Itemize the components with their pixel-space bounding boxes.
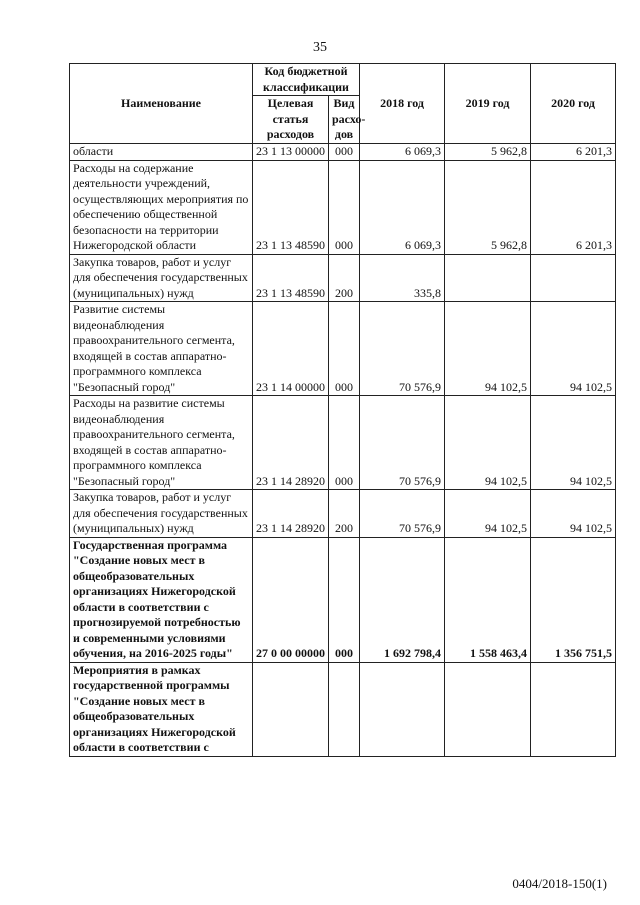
row-name: Мероприятия в рамках государственной программы "Создание новых мест в общеобразовательных организациях Нижегородской области в соответствии с <box>70 662 253 756</box>
row-value-2020: 94 102,5 <box>531 396 616 490</box>
table-row <box>70 537 616 662</box>
row-value-2019 <box>445 662 531 756</box>
row-target-article: 23 1 14 00000 <box>253 302 329 396</box>
header-year-2019: 2019 год <box>445 64 531 144</box>
row-expense-type: 000 <box>329 160 360 254</box>
row-value-2019: 94 102,5 <box>445 302 531 396</box>
row-value-2020: 6 201,3 <box>531 144 616 161</box>
row-expense-type: 000 <box>329 396 360 490</box>
row-expense-type: 000 <box>329 537 360 662</box>
row-value-2018: 70 576,9 <box>360 396 445 490</box>
row-target-article: 23 1 13 48590 <box>253 254 329 302</box>
row-value-2019: 94 102,5 <box>445 396 531 490</box>
header-year-2020: 2020 год <box>531 64 616 144</box>
row-value-2020: 94 102,5 <box>531 490 616 538</box>
header-year-2018: 2018 год <box>360 64 445 144</box>
page-number: 35 <box>313 40 327 55</box>
header-name: Наименование <box>70 64 253 144</box>
header-target-article: Целевая статья расходов <box>253 96 329 144</box>
row-value-2018: 6 069,3 <box>360 144 445 161</box>
row-value-2020 <box>531 662 616 756</box>
row-target-article: 23 1 13 00000 <box>253 144 329 161</box>
row-expense-type: 000 <box>329 302 360 396</box>
row-name: Закупка товаров, работ и услуг для обеспечения государственных (муниципальных) нужд <box>70 490 253 538</box>
row-value-2019: 5 962,8 <box>445 160 531 254</box>
document-code: 0404/2018-150(1) <box>512 876 607 891</box>
row-name: Развитие системы видеонаблюдения правоохранительного сегмента, входящей в состав аппаратно-программного комплекса "Безопасный город" <box>70 302 253 396</box>
row-value-2018 <box>360 662 445 756</box>
row-target-article: 23 1 14 28920 <box>253 490 329 538</box>
row-target-article: 23 1 13 48590 <box>253 160 329 254</box>
table-row <box>70 144 616 161</box>
row-name: Государственная программа "Создание новых мест в общеобразовательных организациях Нижегородской области в соответствии с прогнозируемой потребностью и современными условиями обучения, на 2016-2025 годы" <box>70 537 253 662</box>
row-value-2019: 94 102,5 <box>445 490 531 538</box>
row-name: Расходы на развитие системы видеонаблюдения правоохранительного сегмента, входящей в состав аппаратно-программного комплекса "Безопасный город" <box>70 396 253 490</box>
row-value-2020: 6 201,3 <box>531 160 616 254</box>
row-value-2019: 1 558 463,4 <box>445 537 531 662</box>
row-name: Расходы на содержание деятельности учреждений, осуществляющих мероприятия по обеспечению общественной безопасности на территории Нижегородской области <box>70 160 253 254</box>
row-target-article <box>253 662 329 756</box>
row-expense-type: 000 <box>329 144 360 161</box>
row-value-2020: 1 356 751,5 <box>531 537 616 662</box>
table-row <box>70 160 616 254</box>
row-target-article: 27 0 00 00000 <box>253 537 329 662</box>
table-body <box>70 144 616 757</box>
table-row <box>70 302 616 396</box>
row-value-2020 <box>531 254 616 302</box>
row-value-2018: 70 576,9 <box>360 302 445 396</box>
row-name: области <box>70 144 253 161</box>
row-value-2020: 94 102,5 <box>531 302 616 396</box>
row-value-2018: 6 069,3 <box>360 160 445 254</box>
row-value-2018: 335,8 <box>360 254 445 302</box>
table-row <box>70 396 616 490</box>
row-expense-type: 200 <box>329 490 360 538</box>
header-code-group: Код бюджетной классификации <box>253 64 360 96</box>
row-value-2018: 70 576,9 <box>360 490 445 538</box>
table-row <box>70 490 616 538</box>
row-value-2019 <box>445 254 531 302</box>
row-expense-type: 200 <box>329 254 360 302</box>
row-name: Закупка товаров, работ и услуг для обеспечения государственных (муниципальных) нужд <box>70 254 253 302</box>
row-value-2018: 1 692 798,4 <box>360 537 445 662</box>
table-row <box>70 254 616 302</box>
row-expense-type <box>329 662 360 756</box>
row-value-2019: 5 962,8 <box>445 144 531 161</box>
table-row <box>70 662 616 756</box>
row-target-article: 23 1 14 28920 <box>253 396 329 490</box>
header-expense-type: Вид расхо-дов <box>329 96 360 144</box>
budget-table <box>69 63 616 757</box>
